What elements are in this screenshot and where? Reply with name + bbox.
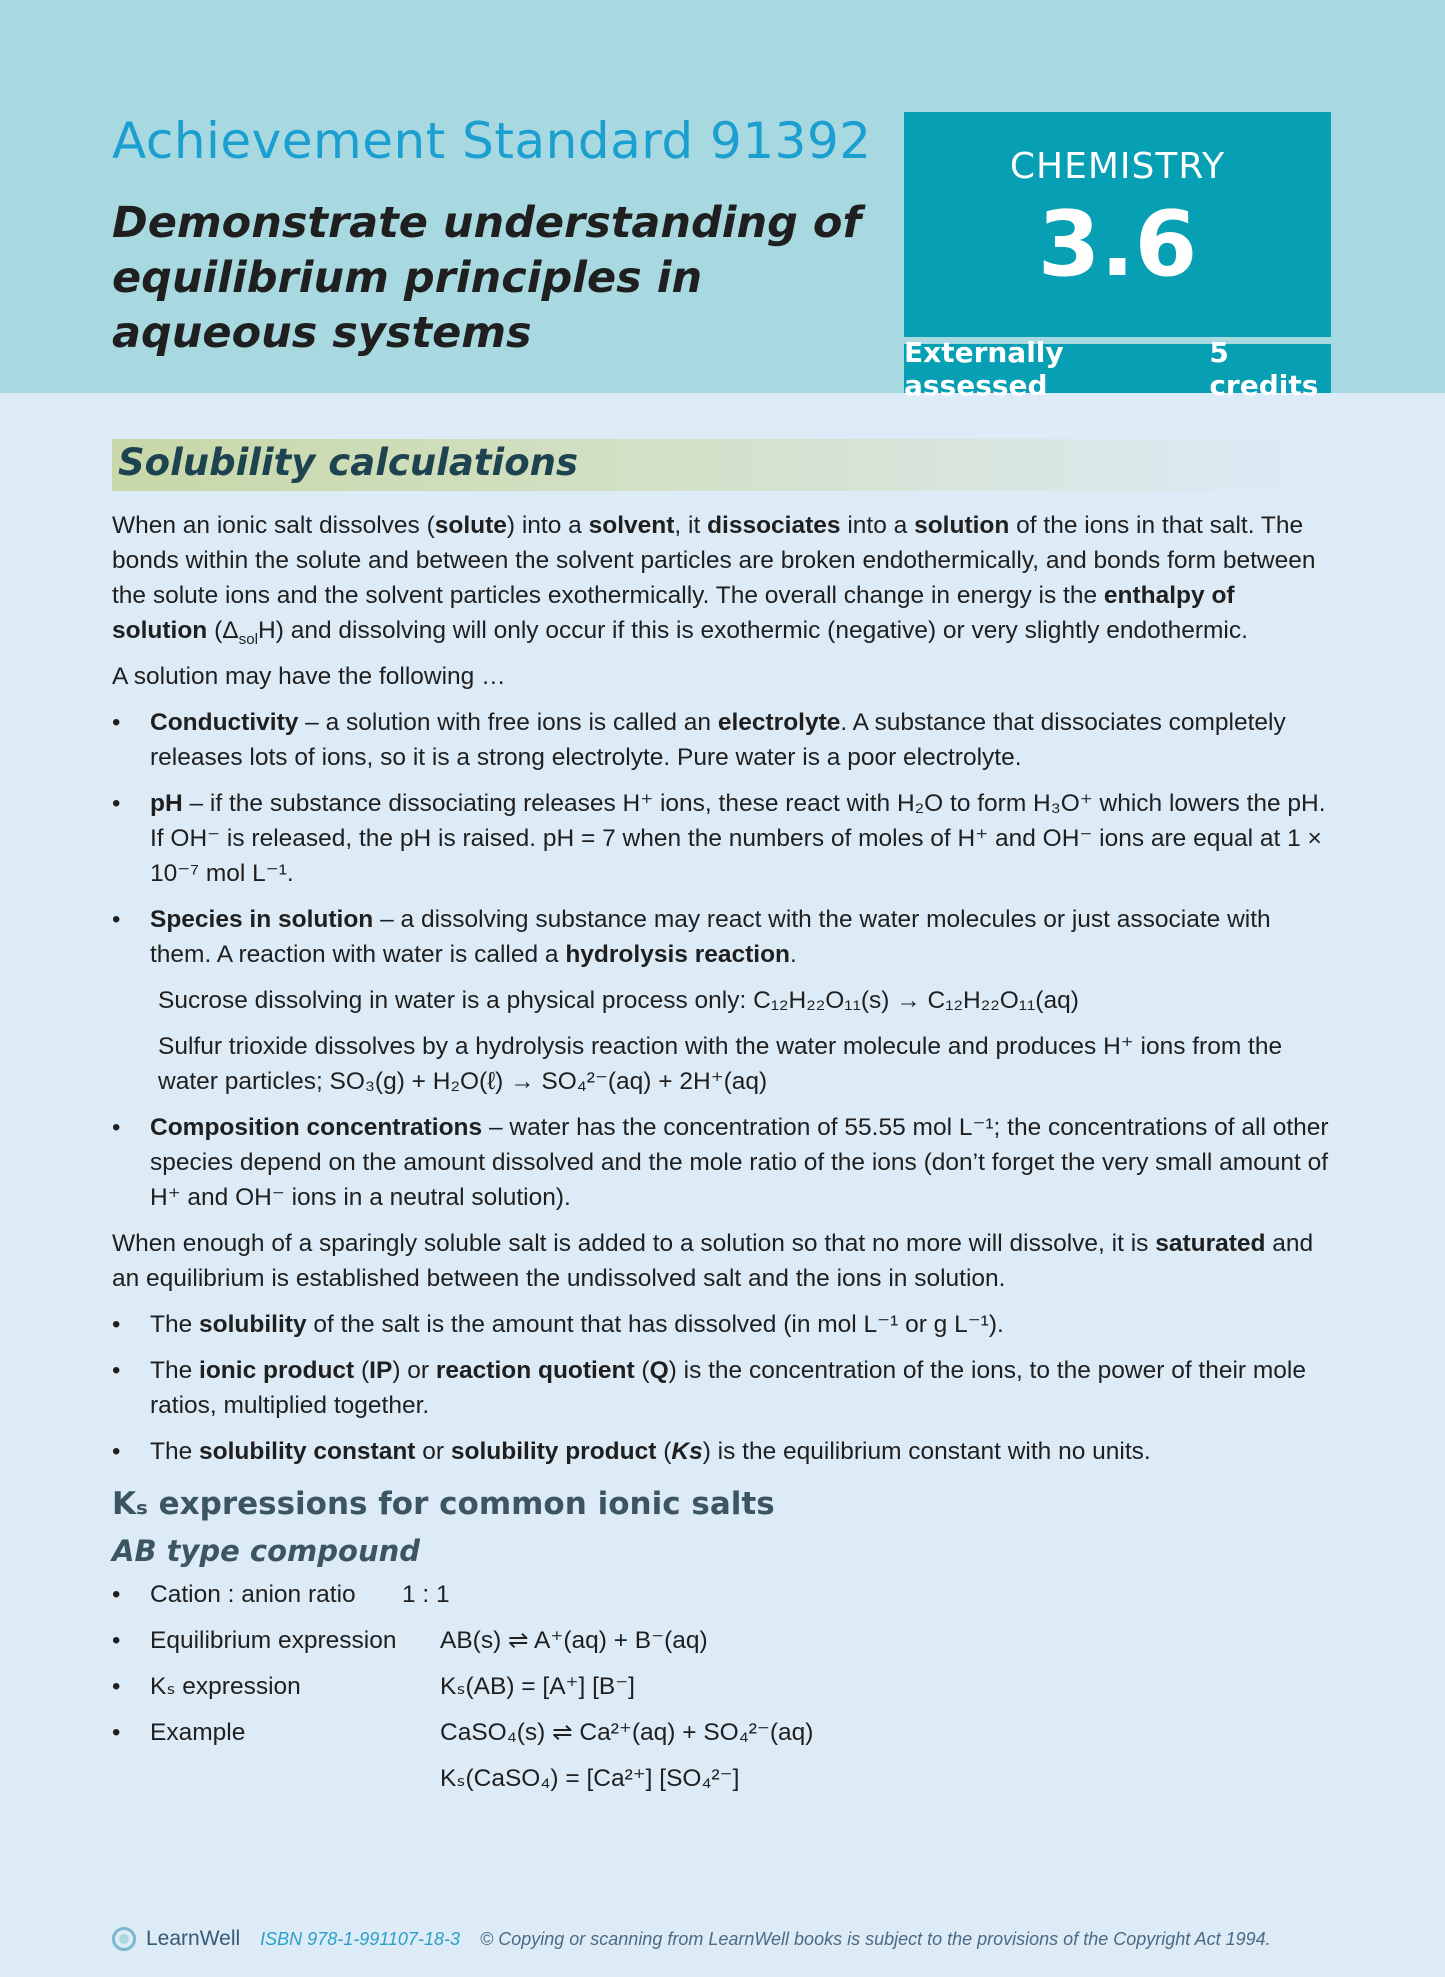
list-item: • pH – if the substance dissociating releases H⁺ ions, these react with H₂O to form H₃O⁺ which lowers the pH. If OH⁻ is released, the pH is raised. pH = 7 when the numbers of moles of H⁺ and OH⁻ ions are equal at 1 × 10⁻⁷ mol L⁻¹. <box>112 786 1334 891</box>
list-item: • Species in solution – a dissolving substance may react with the water molecules or just associate with them. A reaction with water is called a hydrolysis reaction. <box>112 902 1334 972</box>
subject-badge <box>904 112 1331 337</box>
credits: 5 credits <box>1209 335 1319 402</box>
list-item: • The solubility of the salt is the amount that has dissolved (in mol L⁻¹ or g L⁻¹). <box>112 1307 1334 1342</box>
list-item: • The ionic product (IP) or reaction quotient (Q) is the concentration of the ions, to the power of their mole ratios, multiplied together. <box>112 1353 1334 1423</box>
properties-list <box>112 705 1334 972</box>
sulfur-example: Sulfur trioxide dissolves by a hydrolysis reaction with the water molecule and produces H⁺ ions from the water particles; SO₃(g) + H₂O(ℓ) → SO₄²⁻(aq) + 2H⁺(aq) <box>158 1033 1283 1095</box>
body-text <box>112 508 1334 1807</box>
assessment-type: Externally assessed <box>904 335 1064 402</box>
list-item: • Conductivity – a solution with free ions is called an electrolyte. A substance that dissociates completely releases lots of ions, so it is a strong electrolyte. Pure water is a poor electrolyte. <box>112 705 1334 775</box>
list-item: • Composition concentrations – water has the concentration of 55.55 mol L⁻¹; the concentrations of all other species depend on the amount dissolved and the mole ratio of the ions (don’t forget the very small amount of H⁺ and OH⁻ ions in a neutral solution). <box>112 1110 1334 1215</box>
saturated-paragraph: When enough of a sparingly soluble salt is added to a solution so that no more will dissolve, it is saturated and an equilibrium is established between the undissolved salt and the ions in solution. <box>112 1230 1314 1292</box>
list-item: • Cation : anion ratio 1 : 1 <box>112 1577 1334 1612</box>
copyright-notice: © Copying or scanning from LearnWell books is subject to the provisions of the Copyright Act 1994. <box>479 1928 1271 1949</box>
badge-number: 3.6 <box>1037 192 1198 297</box>
badge-subject: CHEMISTRY <box>1009 146 1226 187</box>
list-item: • The solubility constant or solubility product (Ks) is the equilibrium constant with no units. <box>112 1434 1334 1469</box>
following-paragraph: A solution may have the following … <box>112 663 506 690</box>
section-title: Solubility calculations <box>118 441 578 484</box>
ks-example-expression: Kₛ(CaSO₄) = [Ca²⁺] [SO₄²⁻] <box>440 1765 740 1792</box>
learnwell-logo-icon <box>112 1927 136 1951</box>
isbn: ISBN 978-1-991107-18-3 <box>260 1928 460 1949</box>
list-item: • Kₛ expression Kₛ(AB) = [A⁺] [B⁻] <box>112 1669 1334 1704</box>
standard-title: Achievement Standard 91392 <box>112 112 872 170</box>
standard-subtitle: Demonstrate understanding of equilibrium principles in aqueous systems <box>112 198 862 358</box>
list-item: • Equilibrium expression AB(s) ⇌ A⁺(aq) + B⁻(aq) <box>112 1623 1334 1658</box>
sucrose-example: Sucrose dissolving in water is a physical process only: C₁₂H₂₂O₁₁(s) → C₁₂H₂₂O₁₁(aq) <box>158 987 1079 1014</box>
ks-heading: Kₛ expressions for common ionic salts <box>112 1486 775 1522</box>
footer <box>112 1922 1334 1956</box>
list-item: • Example CaSO₄(s) ⇌ Ca²⁺(aq) + SO₄²⁻(aq) <box>112 1715 1334 1750</box>
ab-subheading: AB type compound <box>112 1534 420 1568</box>
intro-paragraph: When an ionic salt dissolves (solute) into a solvent, it dissociates into a solution of the ions in that salt. The bonds within the solute and between the solvent particles are broken endothermically, and bonds form between the solute ions and the solvent particles exothermically. The overall change in energy is the enthalpy of solution $(\Delta_{sol}H)$ and dissolving will only occur if this is exothermic (negative) or very slightly endothermic. <box>112 512 1316 648</box>
ks-list <box>112 1577 1334 1750</box>
assessment-info <box>904 335 1331 402</box>
publisher-logo: LearnWell <box>146 1927 241 1950</box>
solubility-list <box>112 1307 1334 1469</box>
